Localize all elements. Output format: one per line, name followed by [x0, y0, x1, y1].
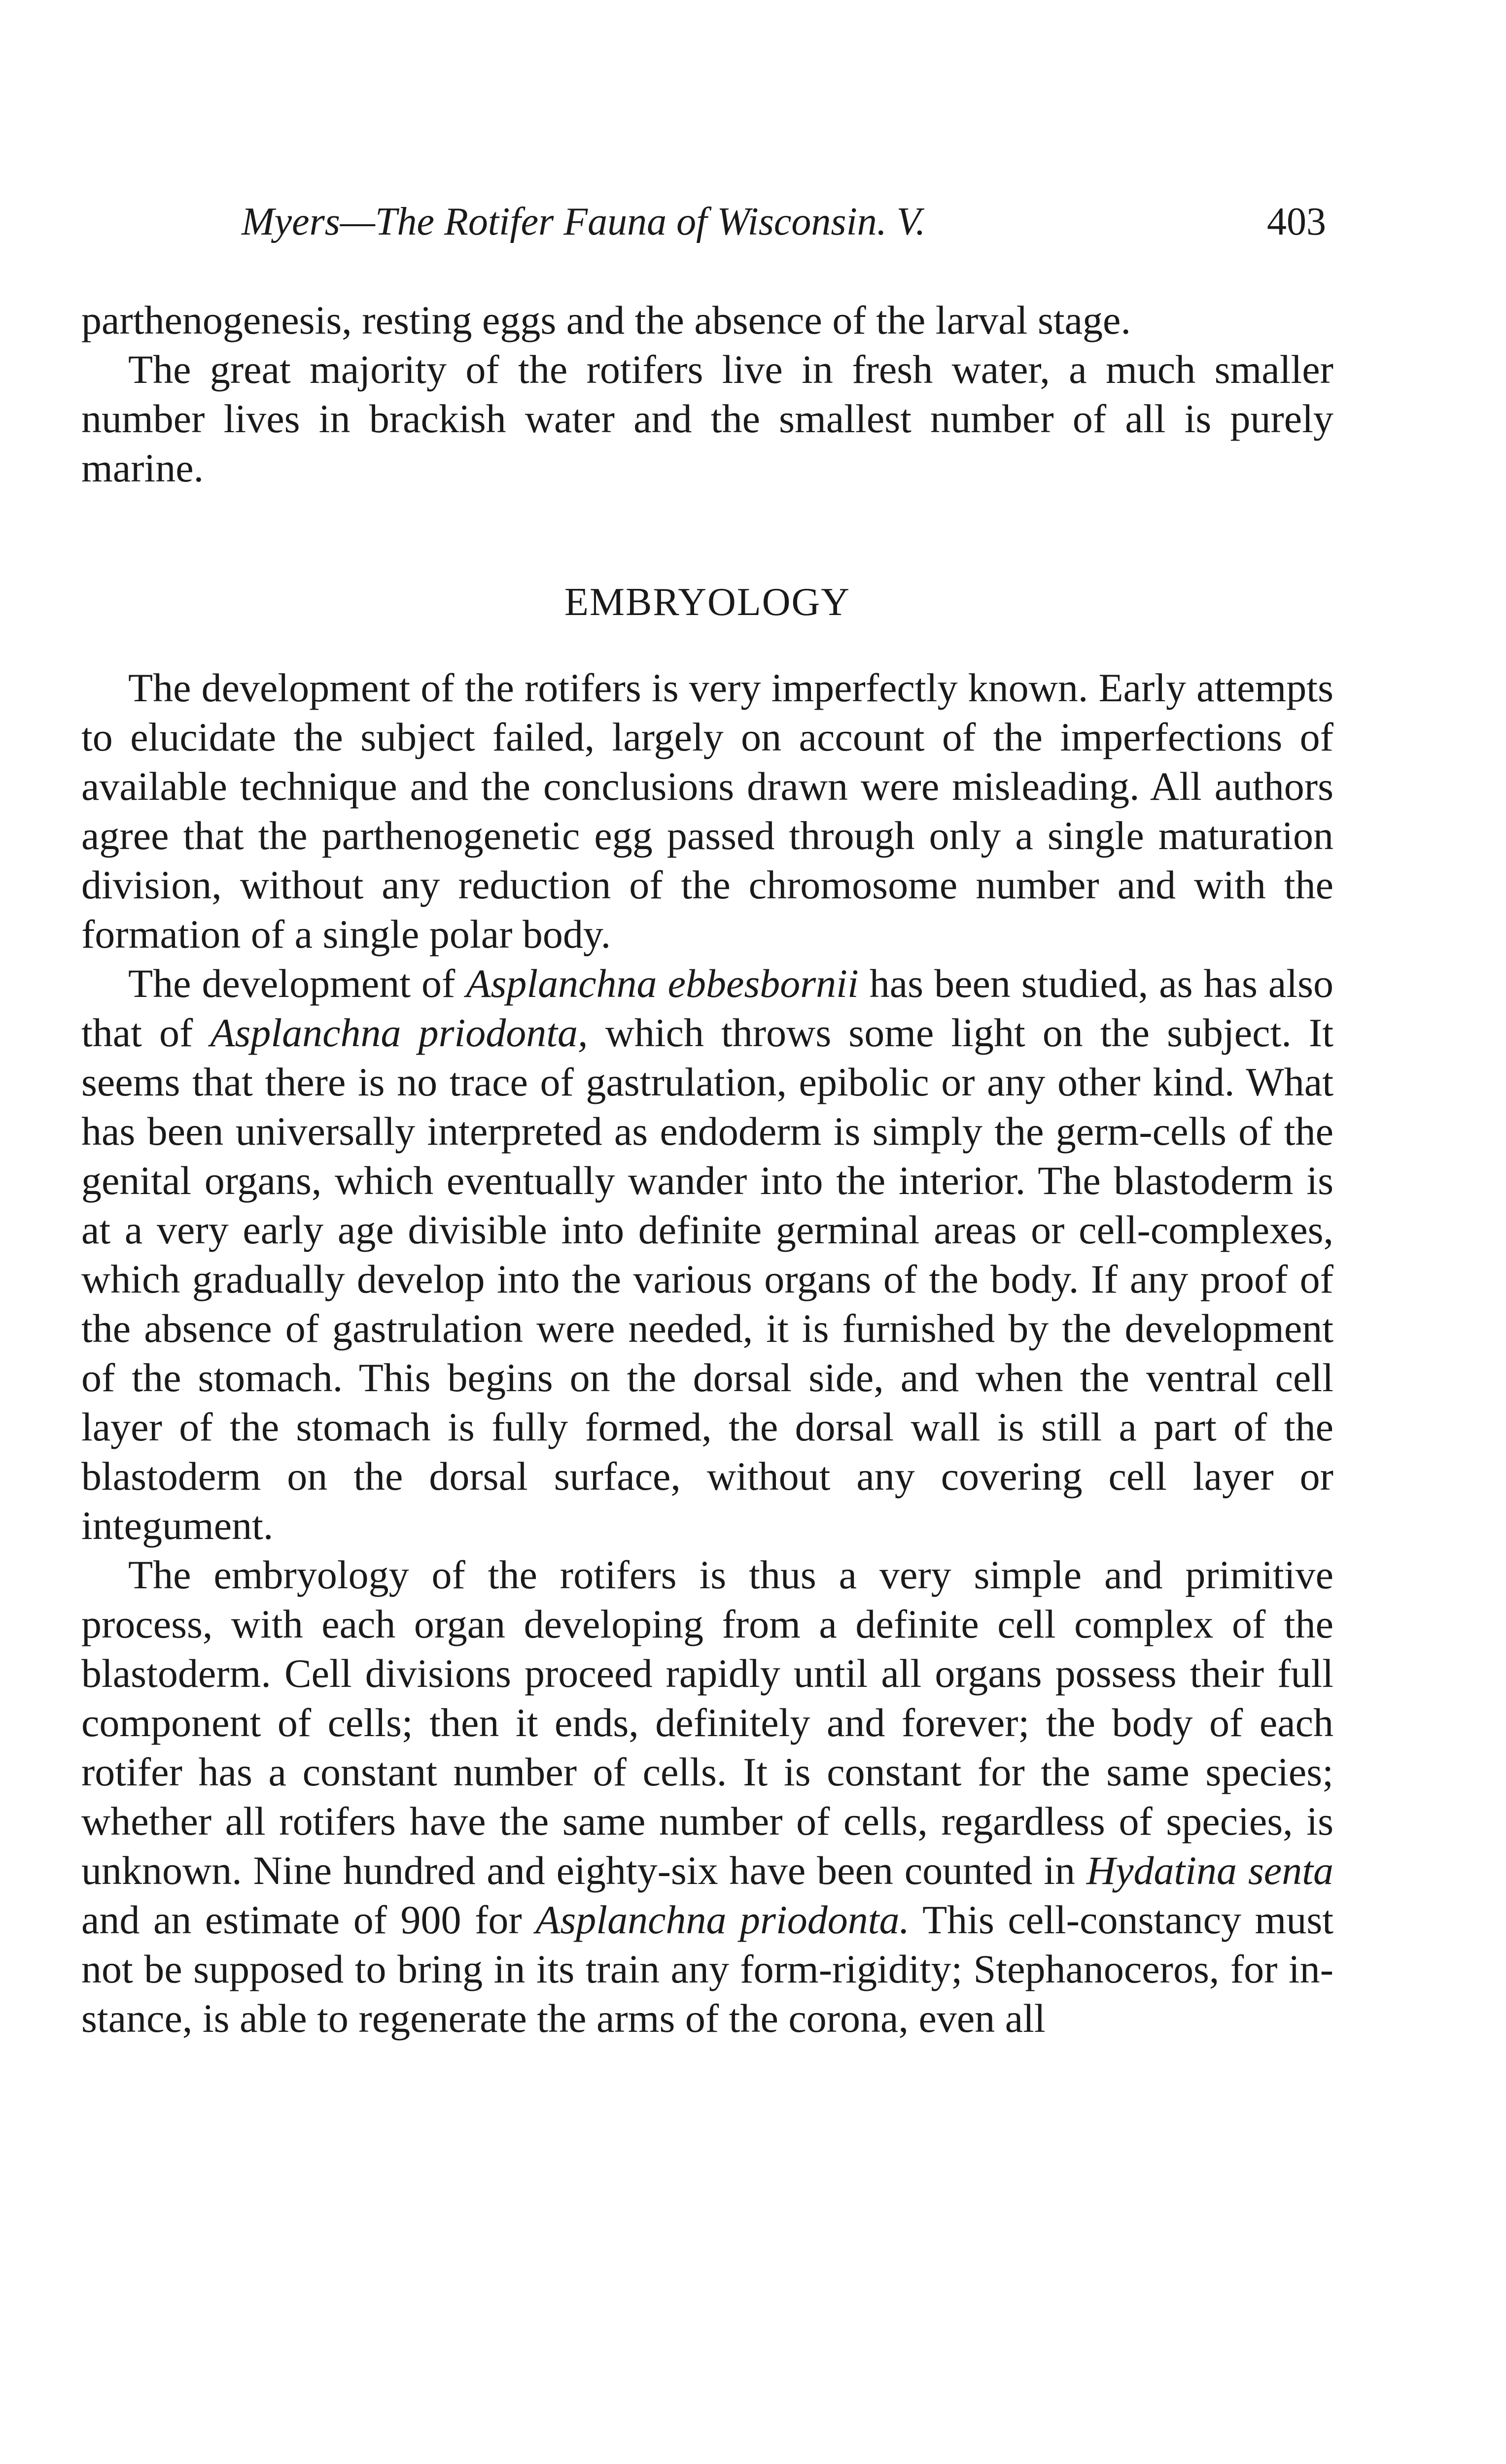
- species-name-asplanchna-ebbesbornii: Asplanchna ebbesbornii: [466, 961, 859, 1006]
- text-run: The embryology of the rotifers is thus a very simple and primitive process, with each organ developing from a definite cell complex of the blastoderm. Cell divisions proceed rapidly until all organs possess their full component of cells; then it ends, definitely and forever; the body of each rotifer has a constant number of cells. It is constant for the same species; whether all rotifers have the same number of cells, regardless of species, is unknown. Nine hundred and eighty-six have been counted in: [81, 1552, 1333, 1893]
- running-title: Myers—The Rotifer Fauna of Wisconsin. V.: [242, 200, 926, 243]
- text-run: and an estimate of 900 for: [81, 1897, 536, 1942]
- paragraph-continuation: parthenogenesis, resting eggs and the absence of the larval stage.: [81, 298, 1131, 342]
- text-run: The development of: [128, 961, 466, 1006]
- page-number: 403: [1267, 200, 1326, 243]
- body-text: [81, 296, 1333, 2043]
- species-name-asplanchna-priodonta: Asplanchna priodonta,: [210, 1010, 588, 1055]
- species-name-hydatina-senta: Hydatina senta: [1086, 1848, 1333, 1893]
- paragraph-habitat: The great majority of the rotifers live in fresh water, a much smaller number lives in brackish water and the smallest number of all is purely marine.: [81, 347, 1333, 490]
- text-run: has been studied, as has also that of: [81, 961, 1334, 1055]
- paragraph-development-overview: The development of the rotifers is very imperfectly known. Early attempts to elucidate the subject failed, largely on account of the imperfections of available technique and the conclusions drawn were misleading. All authors agree that the parthenogenetic egg passed through only a single maturation division, without any reduction of the chromosome number and with the formation of a single polar body.: [81, 665, 1333, 957]
- species-name-asplanchna-priodonta-2: Asplanchna priodonta.: [535, 1897, 910, 1942]
- section-heading-embryology: EMBRYOLOGY: [564, 581, 851, 624]
- paragraph-asplanchna-development: [81, 959, 1333, 1550]
- paragraph-cell-constancy: [81, 1550, 1333, 2043]
- text-run: which throws some light on the subject. It seems that there is no trace of gastrulation, epibolic or any other kind. What has been universally interpreted as endoderm is simply the germ-cells of the genital organs, which eventually wander into the interior. The blastoderm is at a very early age divisible into definite germinal areas or cell-complexes, which gradually develop into the various organs of the body. If any proof of the absence of gastrulation were needed, it is furnished by the development of the stomach. This begins on the dorsal side, and when the ventral cell layer of the stomach is fully formed, the dorsal wall is still a part of the blastoderm on the dorsal surface, without any covering cell layer or integument.: [81, 1010, 1333, 1548]
- text-run: This cell-constancy must not be supposed to bring in its train any form-rigidity; Stephanoceros, for instance, is able to regenerate the arms of the corona, even all: [81, 1897, 1334, 2041]
- running-header: [242, 195, 1326, 249]
